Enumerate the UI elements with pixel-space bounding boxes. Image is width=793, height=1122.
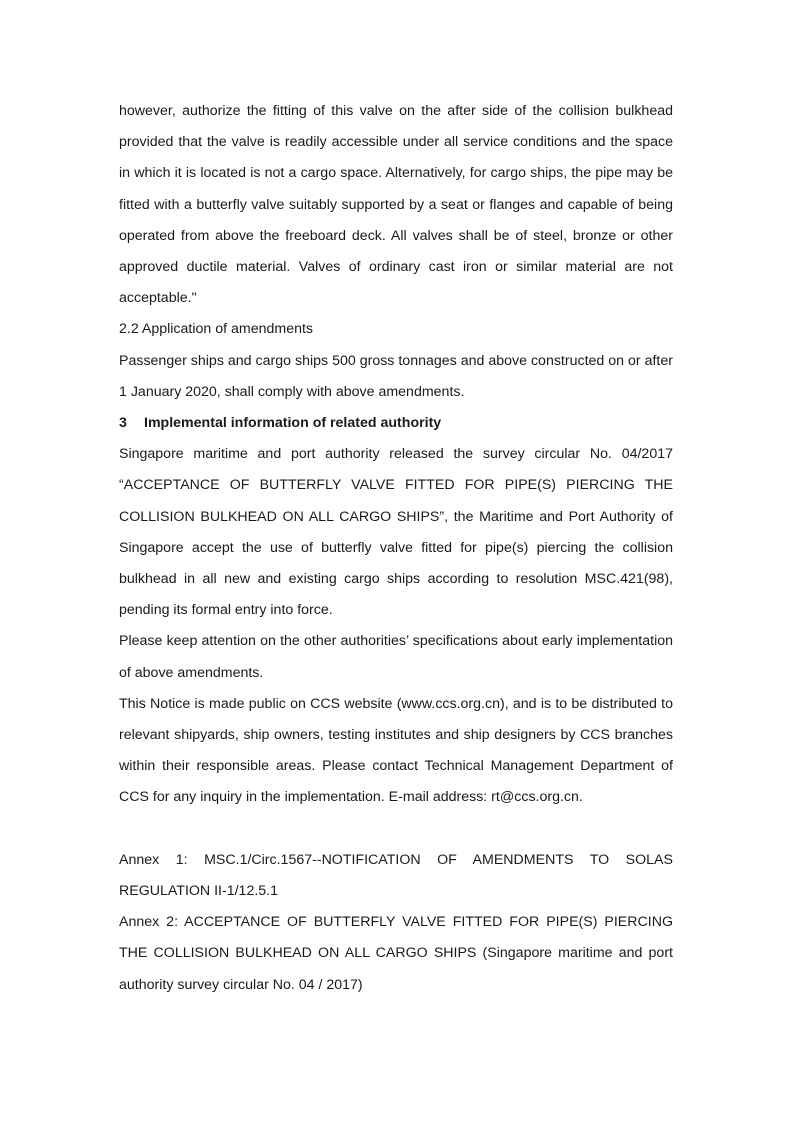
annex-2: Annex 2: ACCEPTANCE OF BUTTERFLY VALVE FITTED FOR PIPE(S) PIERCING THE COLLISION BULKHEAD ON ALL CARGO SHIPS (Singapore maritime and port authority survey circular No. 04 / 2017)	[119, 914, 673, 993]
section-3-title: Implemental information of related authority	[144, 415, 442, 432]
section-3-body: Singapore maritime and port authority released the survey circular No. 04/2017 “ACCEPTANCE OF BUTTERFLY VALVE FITTED FOR PIPE(S) PIERCING THE COLLISION BULKHEAD ON ALL CARGO SHIPS”, the Maritime and Port Authority of Singapore accept the use of butterfly valve fitted for pipe(s) piercing the collision bulkhead in all new and existing cargo ships according to resolution MSC.421(98), pending its formal entry into force.	[119, 446, 673, 619]
section-3-number: 3	[119, 415, 127, 432]
section-2-2-title: 2.2 Application of amendments	[119, 321, 314, 338]
section-3-heading	[119, 408, 673, 439]
continuation-paragraph: however, authorize the fitting of this valve on the after side of the collision bulkhead provided that the valve is readily accessible under all service conditions and the space in which it is located is not a cargo space. Alternatively, for cargo ships, the pipe may be fitted with a butterfly valve suitably supported by a seat or flanges and capable of being operated from above the freeboard deck. All valves shall be of steel, bronze or other approved ductile material. Valves of ordinary cast iron or similar material are not acceptable."	[119, 103, 673, 307]
document-page	[119, 96, 673, 1001]
spacer	[119, 814, 673, 845]
attention-paragraph: Please keep attention on the other authorities’ specifications about early implementation of above amendments.	[119, 633, 673, 681]
annex-1: Annex 1: MSC.1/Circ.1567--NOTIFICATION OF AMENDMENTS TO SOLAS REGULATION II-1/12.5.1	[119, 851, 673, 900]
section-2-2-body: Passenger ships and cargo ships 500 gross tonnages and above constructed on or after 1 January 2020, shall comply with above amendments.	[119, 352, 673, 400]
notice-paragraph: This Notice is made public on CCS website (www.ccs.org.cn), and is to be distributed to relevant shipyards, ship owners, testing institutes and ship designers by CCS branches within their responsible areas. Please contact Technical Management Department of CCS for any inquiry in the implementation. E-mail address: rt@ccs.org.cn.	[119, 695, 673, 806]
